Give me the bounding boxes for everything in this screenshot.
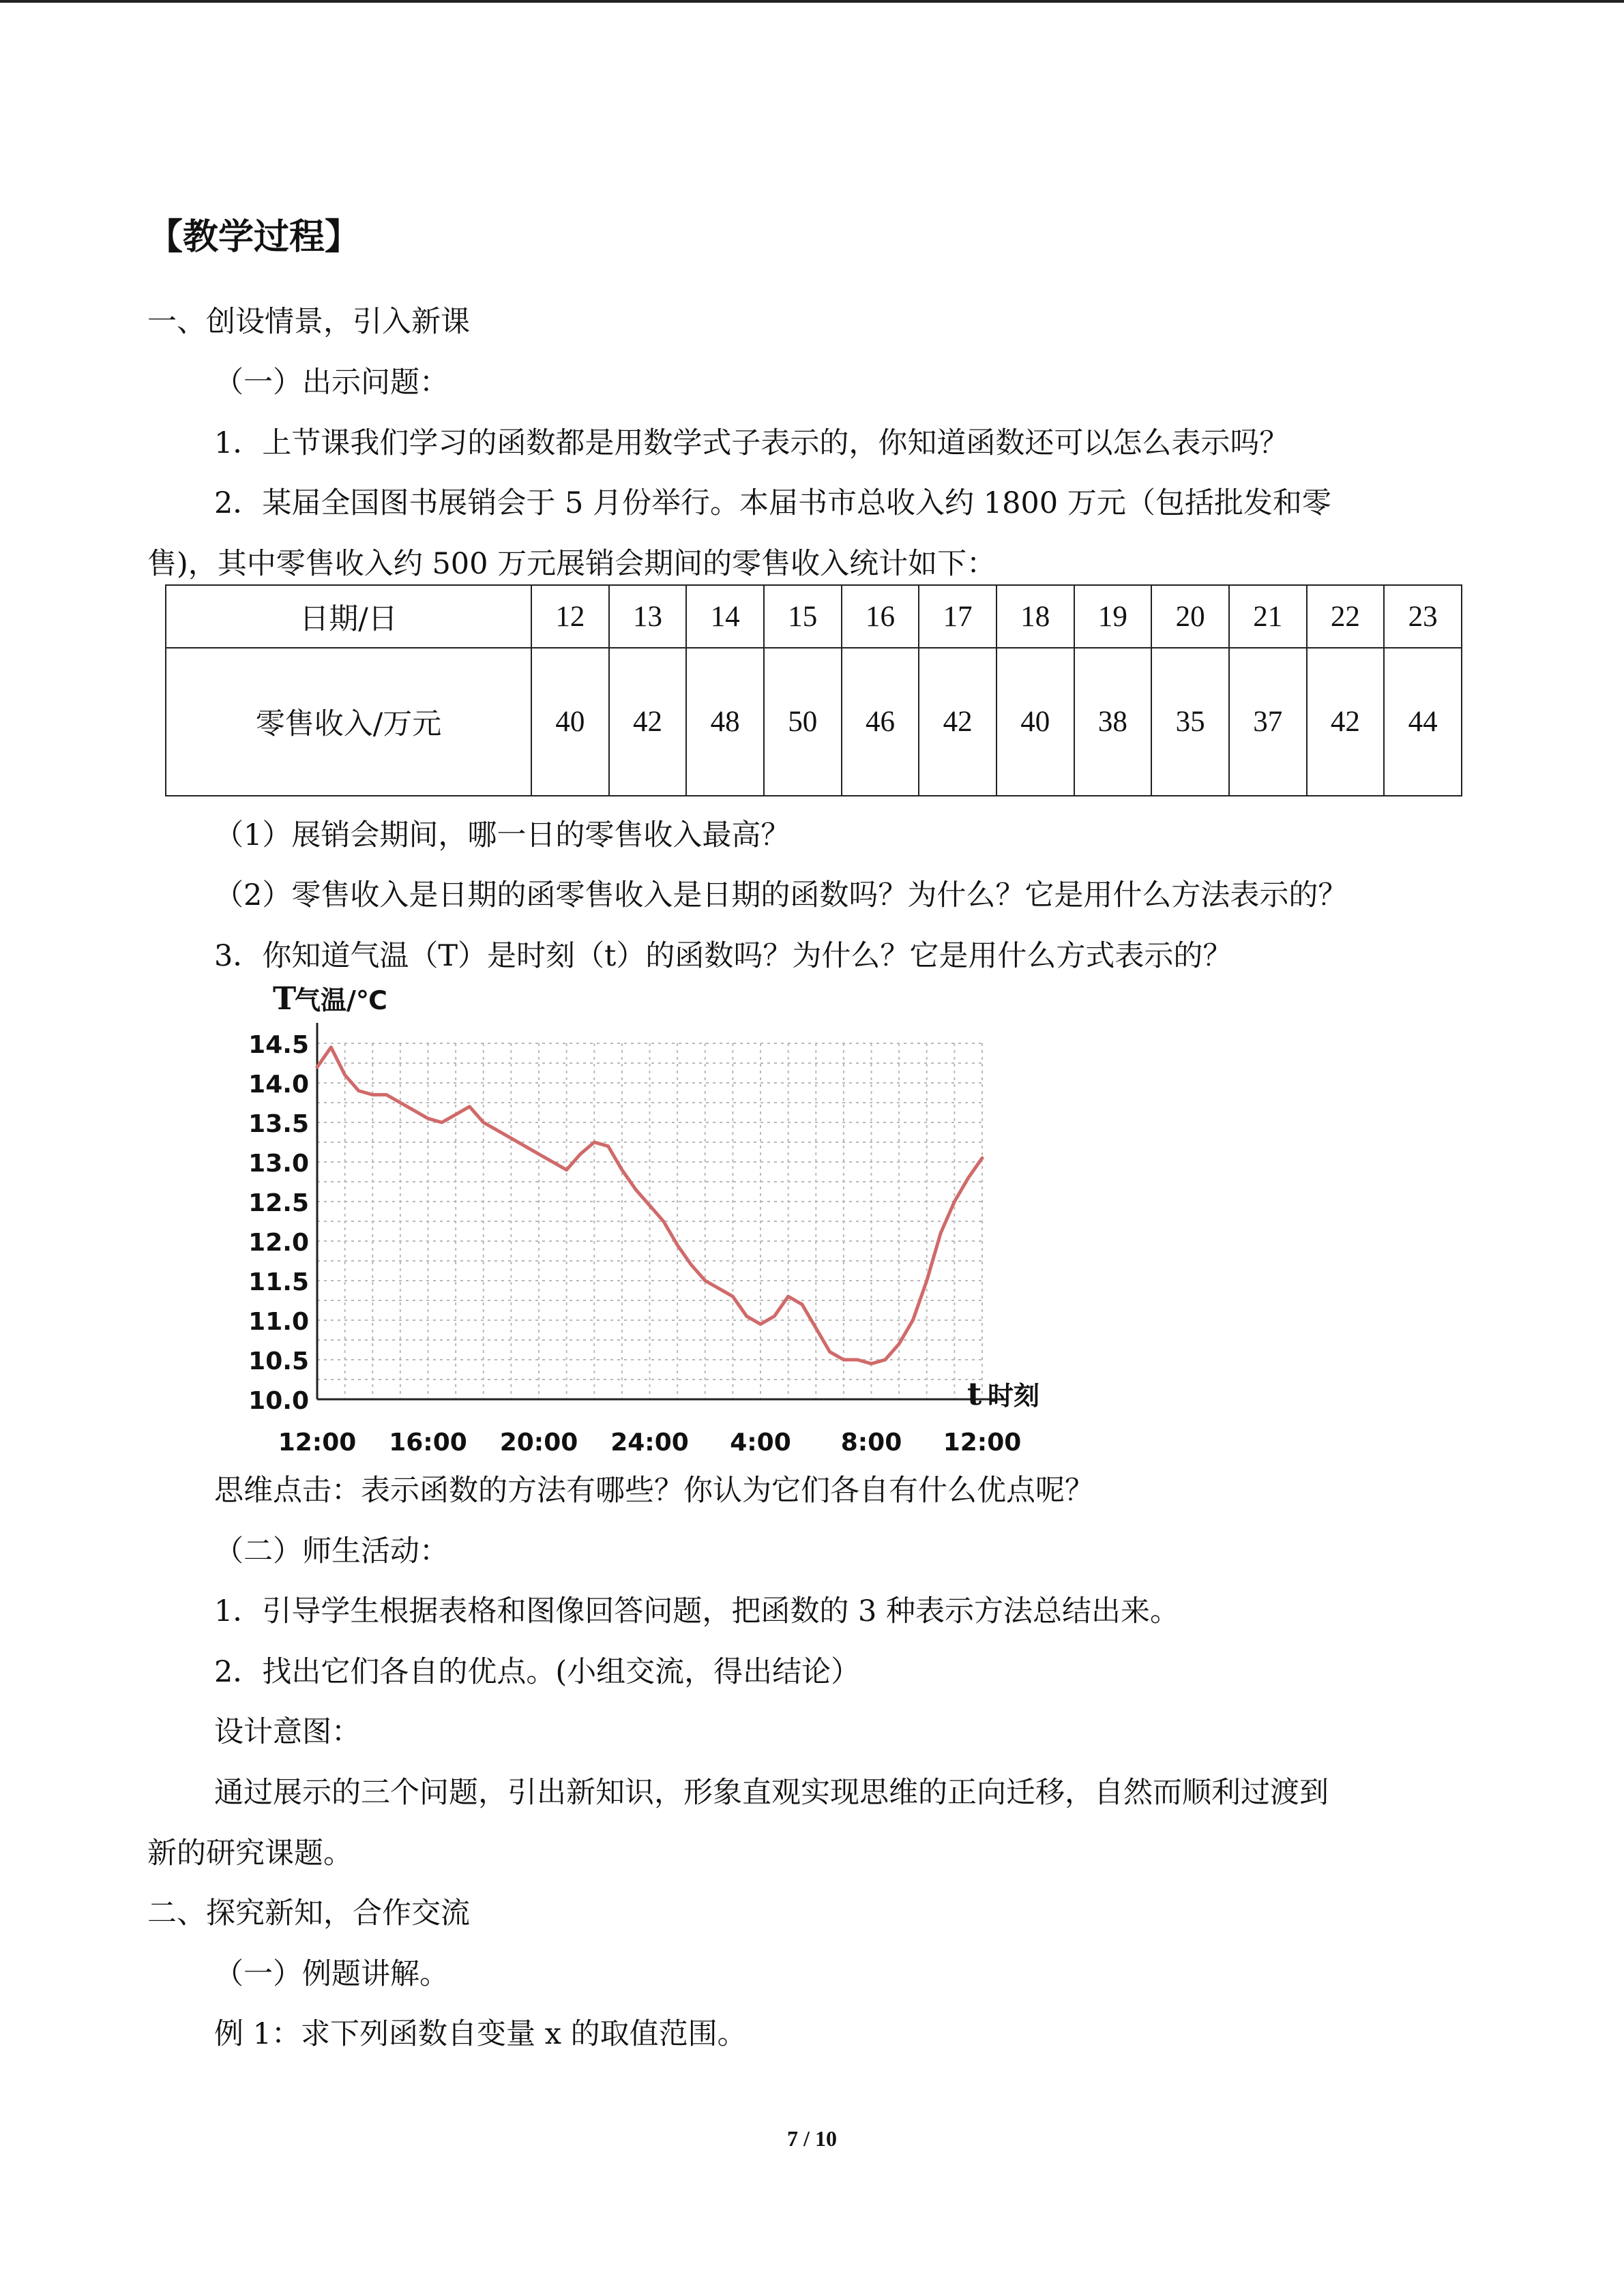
sub-question-2: （2）零售收入是日期的函零售收入是日期的函数吗？为什么？它是用什么方法表示的？: [214, 878, 1348, 912]
table-cell-income: 42: [919, 648, 996, 796]
table-cell-date-label: 日期/日: [166, 585, 531, 648]
thinking-prompt: 思维点击：表示函数的方法有哪些？你认为它们各自有什么优点呢？: [214, 1474, 1094, 1508]
page-number: 7 / 10: [787, 2126, 837, 2151]
table-cell-day: 17: [919, 585, 996, 648]
table-row-dates: [166, 585, 1462, 648]
subsection-1b-title: （二）师生活动：: [214, 1534, 449, 1568]
x-axis-label: 时刻: [988, 1381, 1040, 1411]
example-1: 例 1：求下列函数自变量 x 的取值范围。: [214, 2017, 747, 2051]
y-tick-label: 12.0: [248, 1229, 309, 1257]
chart-grid: [317, 1043, 982, 1399]
table-cell-income: 38: [1074, 648, 1152, 796]
question-2-line2: 售)，其中零售收入约 500 万元展销会期间的零售收入统计如下：: [147, 547, 996, 581]
x-tick-labels: [278, 1429, 1022, 1457]
table-cell-day: 15: [764, 585, 842, 648]
question-1: 1．上节课我们学习的函数都是用数学式子表示的，你知道函数还可以怎么表示吗？: [214, 426, 1289, 460]
y-tick-label: 13.5: [248, 1110, 309, 1138]
y-tick-label: 10.0: [248, 1387, 309, 1415]
x-tick-label: 16:00: [389, 1429, 467, 1457]
sub-question-1: （1）展销会期间，哪一日的零售收入最高？: [214, 818, 791, 852]
y-tick-label: 14.0: [248, 1071, 309, 1099]
table-cell-day: 16: [842, 585, 919, 648]
subsection-2a-title: （一）例题讲解。: [214, 1957, 449, 1991]
retail-income-table: [165, 584, 1462, 796]
x-tick-label: 12:00: [278, 1429, 357, 1457]
section-1-title: 一、创设情景，引入新课: [147, 305, 470, 339]
section-2-title: 二、探究新知，合作交流: [147, 1896, 470, 1930]
table-cell-income: 42: [609, 648, 687, 796]
table-cell-day: 12: [531, 585, 609, 648]
x-tick-label: 24:00: [610, 1429, 689, 1457]
x-tick-label: 12:00: [943, 1429, 1022, 1457]
x-tick-label: 20:00: [499, 1429, 578, 1457]
table-cell-income: 50: [764, 648, 842, 796]
table-cell-income: 35: [1151, 648, 1229, 796]
y-tick-labels: [248, 1031, 309, 1415]
section-heading: 【教学过程】: [147, 216, 361, 258]
table-cell-income: 40: [996, 648, 1074, 796]
y-tick-label: 11.5: [248, 1268, 309, 1296]
table-cell-day: 14: [686, 585, 764, 648]
table-cell-income: 40: [531, 648, 609, 796]
y-tick-label: 10.5: [248, 1347, 309, 1375]
table-cell-day: 22: [1307, 585, 1385, 648]
table-cell-income: 37: [1229, 648, 1307, 796]
table-cell-day: 20: [1151, 585, 1229, 648]
table-cell-day: 23: [1384, 585, 1462, 648]
table-cell-income-label: 零售收入/万元: [166, 648, 531, 796]
table-cell-day: 21: [1229, 585, 1307, 648]
design-intent-line1: 通过展示的三个问题，引出新知识，形象直观实现思维的正向迁移，自然而顺利过渡到: [214, 1776, 1329, 1810]
activity-2: 2．找出它们各自的优点。(小组交流，得出结论）: [214, 1655, 861, 1689]
subsection-1a-title: （一）出示问题：: [214, 366, 449, 400]
activity-1: 1．引导学生根据表格和图像回答问题，把函数的 3 种表示方法总结出来。: [214, 1594, 1180, 1628]
page-top-border: [0, 0, 1624, 3]
y-tick-label: 11.0: [248, 1308, 309, 1336]
table-cell-income: 44: [1384, 648, 1462, 796]
temperature-chart: [232, 982, 1078, 1466]
table-cell-income: 48: [686, 648, 764, 796]
table-row-income: [166, 648, 1462, 796]
question-3: 3．你知道气温（T）是时刻（t）的函数吗？为什么？它是用什么方式表示的？: [214, 939, 1232, 973]
chart-axes: [317, 1023, 1006, 1399]
y-axis-label: 气温/℃: [295, 985, 387, 1015]
y-tick-label: 14.5: [248, 1031, 309, 1059]
question-2-line1: 2．某届全国图书展销会于 5 月份举行。本届书市总收入约 1800 万元（包括批发和零: [214, 486, 1331, 520]
x-tick-label: 4:00: [730, 1429, 791, 1457]
design-intent-line2: 新的研究课题。: [147, 1836, 353, 1870]
table-cell-income: 42: [1307, 648, 1385, 796]
table-cell-day: 18: [996, 585, 1074, 648]
design-intent-label: 设计意图：: [214, 1715, 361, 1749]
x-axis-symbol: t: [967, 1375, 982, 1412]
y-tick-label: 13.0: [248, 1150, 309, 1178]
y-axis-symbol: T: [273, 982, 297, 1017]
table-cell-day: 19: [1074, 585, 1152, 648]
y-tick-label: 12.5: [248, 1189, 309, 1217]
table-cell-income: 46: [842, 648, 919, 796]
x-tick-label: 8:00: [840, 1429, 902, 1457]
table-cell-day: 13: [609, 585, 687, 648]
